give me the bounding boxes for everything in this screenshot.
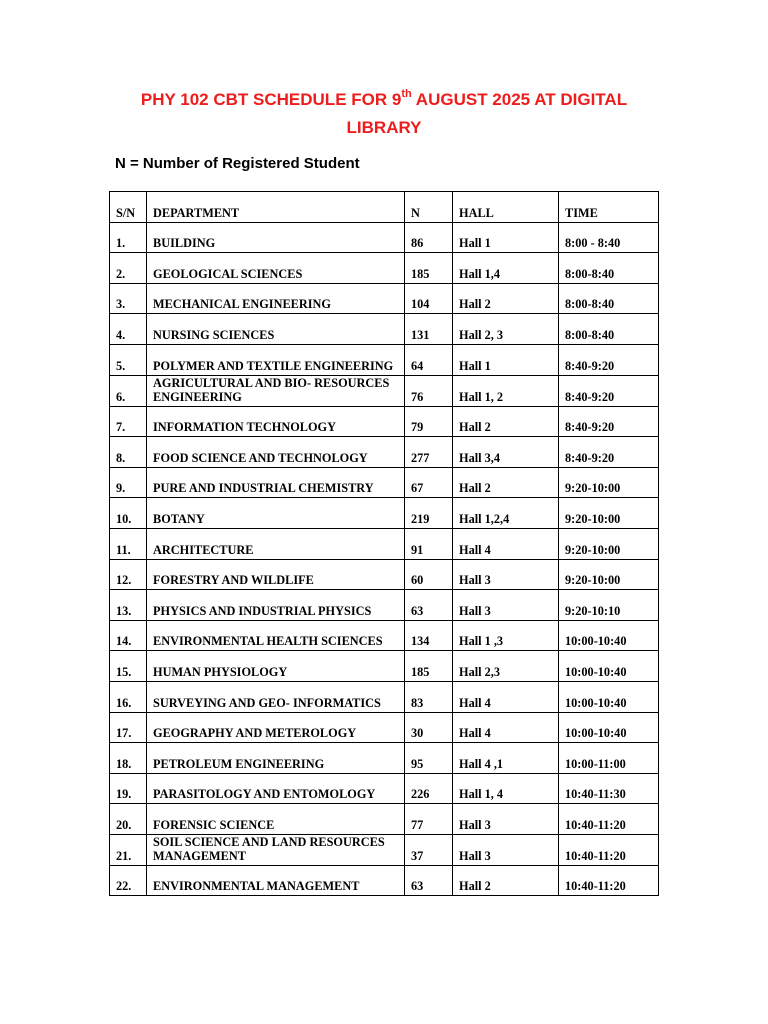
cell-n: 104 (405, 283, 453, 314)
header-department: DEPARTMENT (147, 192, 405, 223)
cell-n: 67 (405, 467, 453, 498)
cell-sn: 2. (110, 253, 147, 284)
table-row (110, 437, 659, 468)
cell-hall: Hall 1, 2 (453, 375, 559, 406)
cell-time: 10:00-11:00 (559, 743, 659, 774)
cell-hall: Hall 2, 3 (453, 314, 559, 345)
table-row (110, 834, 659, 865)
table-row (110, 283, 659, 314)
cell-hall: Hall 3,4 (453, 437, 559, 468)
title-text-start: PHY 102 CBT SCHEDULE FOR 9 (140, 90, 402, 109)
cell-hall: Hall 3 (453, 804, 559, 835)
cell-hall: Hall 2,3 (453, 651, 559, 682)
cell-department: ENVIRONMENTAL HEALTH SCIENCES (147, 620, 405, 651)
cell-sn: 5. (110, 344, 147, 375)
cell-sn: 12. (110, 559, 147, 590)
cell-department: ENVIRONMENTAL MANAGEMENT (147, 865, 405, 896)
cell-hall: Hall 3 (453, 834, 559, 865)
cell-hall: Hall 3 (453, 590, 559, 621)
cell-sn: 3. (110, 283, 147, 314)
cell-n: 277 (405, 437, 453, 468)
legend-note: N = Number of Registered Student (115, 155, 360, 172)
cell-department: PARASITOLOGY AND ENTOMOLOGY (147, 773, 405, 804)
title-line-2: LIBRARY (346, 118, 422, 137)
cell-sn: 8. (110, 437, 147, 468)
cell-n: 60 (405, 559, 453, 590)
cell-time: 8:00-8:40 (559, 253, 659, 284)
cell-department: PHYSICS AND INDUSTRIAL PHYSICS (147, 590, 405, 621)
cell-n: 219 (405, 498, 453, 529)
cell-sn: 1. (110, 222, 147, 253)
cell-department: SOIL SCIENCE AND LAND RESOURCES MANAGEMENT (147, 834, 405, 865)
cell-time: 9:20-10:10 (559, 590, 659, 621)
cell-time: 9:20-10:00 (559, 528, 659, 559)
cell-hall: Hall 1 ,3 (453, 620, 559, 651)
cell-hall: Hall 2 (453, 865, 559, 896)
cell-hall: Hall 1, 4 (453, 773, 559, 804)
cell-hall: Hall 1,2,4 (453, 498, 559, 529)
cell-sn: 21. (110, 834, 147, 865)
cell-time: 8:00-8:40 (559, 314, 659, 345)
cell-n: 37 (405, 834, 453, 865)
title-line-1 (0, 86, 768, 114)
table-row (110, 253, 659, 284)
cell-time: 10:00-10:40 (559, 651, 659, 682)
table-row (110, 528, 659, 559)
header-time: TIME (559, 192, 659, 223)
cell-department: GEOLOGICAL SCIENCES (147, 253, 405, 284)
cell-sn: 14. (110, 620, 147, 651)
cell-n: 95 (405, 743, 453, 774)
cell-time: 9:20-10:00 (559, 467, 659, 498)
cell-time: 10:40-11:20 (559, 834, 659, 865)
table-row (110, 344, 659, 375)
cell-time: 8:40-9:20 (559, 437, 659, 468)
cell-time: 8:40-9:20 (559, 344, 659, 375)
cell-department: AGRICULTURAL AND BIO- RESOURCES ENGINEERING (147, 375, 405, 406)
cell-time: 10:00-10:40 (559, 620, 659, 651)
cell-n: 185 (405, 253, 453, 284)
cell-department: BOTANY (147, 498, 405, 529)
table-row (110, 865, 659, 896)
cell-time: 8:00 - 8:40 (559, 222, 659, 253)
cell-time: 10:40-11:20 (559, 804, 659, 835)
cell-department: BUILDING (147, 222, 405, 253)
cell-sn: 15. (110, 651, 147, 682)
title-text-end: AUGUST 2025 AT DIGITAL (411, 90, 628, 109)
cell-department: SURVEYING AND GEO- INFORMATICS (147, 681, 405, 712)
table-row (110, 375, 659, 406)
title-superscript: th (401, 88, 412, 101)
table-row (110, 590, 659, 621)
cell-n: 185 (405, 651, 453, 682)
cell-hall: Hall 2 (453, 467, 559, 498)
table-row (110, 559, 659, 590)
cell-n: 76 (405, 375, 453, 406)
table-row (110, 651, 659, 682)
table-row (110, 467, 659, 498)
table-row (110, 498, 659, 529)
cell-sn: 11. (110, 528, 147, 559)
cell-time: 10:40-11:30 (559, 773, 659, 804)
cell-department: MECHANICAL ENGINEERING (147, 283, 405, 314)
cell-sn: 17. (110, 712, 147, 743)
cell-time: 8:00-8:40 (559, 283, 659, 314)
cell-hall: Hall 1 (453, 222, 559, 253)
cell-department: FORENSIC SCIENCE (147, 804, 405, 835)
cell-n: 131 (405, 314, 453, 345)
table-row (110, 773, 659, 804)
cell-n: 134 (405, 620, 453, 651)
cell-time: 9:20-10:00 (559, 559, 659, 590)
table-row (110, 406, 659, 437)
cell-n: 83 (405, 681, 453, 712)
cell-n: 91 (405, 528, 453, 559)
cell-n: 86 (405, 222, 453, 253)
cell-hall: Hall 2 (453, 406, 559, 437)
cell-hall: Hall 4 (453, 528, 559, 559)
table-row (110, 804, 659, 835)
cell-hall: Hall 2 (453, 283, 559, 314)
document-title (0, 86, 768, 142)
table-row (110, 314, 659, 345)
cell-sn: 13. (110, 590, 147, 621)
cell-hall: Hall 3 (453, 559, 559, 590)
cell-hall: Hall 4 ,1 (453, 743, 559, 774)
cell-time: 8:40-9:20 (559, 375, 659, 406)
cell-sn: 9. (110, 467, 147, 498)
cell-n: 64 (405, 344, 453, 375)
cell-department: GEOGRAPHY AND METEROLOGY (147, 712, 405, 743)
cell-sn: 20. (110, 804, 147, 835)
cell-sn: 7. (110, 406, 147, 437)
cell-hall: Hall 4 (453, 712, 559, 743)
table-row (110, 712, 659, 743)
header-sn: S/N (110, 192, 147, 223)
cell-n: 79 (405, 406, 453, 437)
cell-time: 8:40-9:20 (559, 406, 659, 437)
cell-department: FOOD SCIENCE AND TECHNOLOGY (147, 437, 405, 468)
schedule-table-body (110, 192, 659, 896)
cell-sn: 6. (110, 375, 147, 406)
table-row (110, 222, 659, 253)
schedule-table (109, 191, 659, 896)
cell-hall: Hall 4 (453, 681, 559, 712)
cell-n: 63 (405, 590, 453, 621)
cell-department: HUMAN PHYSIOLOGY (147, 651, 405, 682)
cell-department: POLYMER AND TEXTILE ENGINEERING (147, 344, 405, 375)
cell-hall: Hall 1 (453, 344, 559, 375)
cell-n: 77 (405, 804, 453, 835)
cell-department: INFORMATION TECHNOLOGY (147, 406, 405, 437)
cell-sn: 19. (110, 773, 147, 804)
cell-department: PURE AND INDUSTRIAL CHEMISTRY (147, 467, 405, 498)
cell-hall: Hall 1,4 (453, 253, 559, 284)
cell-time: 9:20-10:00 (559, 498, 659, 529)
cell-department: PETROLEUM ENGINEERING (147, 743, 405, 774)
header-hall: HALL (453, 192, 559, 223)
table-row (110, 681, 659, 712)
table-row (110, 743, 659, 774)
cell-department: ARCHITECTURE (147, 528, 405, 559)
cell-sn: 16. (110, 681, 147, 712)
cell-sn: 18. (110, 743, 147, 774)
header-n: N (405, 192, 453, 223)
cell-sn: 4. (110, 314, 147, 345)
cell-n: 63 (405, 865, 453, 896)
cell-n: 226 (405, 773, 453, 804)
cell-department: NURSING SCIENCES (147, 314, 405, 345)
table-header-row (110, 192, 659, 223)
cell-time: 10:00-10:40 (559, 681, 659, 712)
cell-time: 10:40-11:20 (559, 865, 659, 896)
cell-department: FORESTRY AND WILDLIFE (147, 559, 405, 590)
cell-sn: 22. (110, 865, 147, 896)
cell-sn: 10. (110, 498, 147, 529)
cell-time: 10:00-10:40 (559, 712, 659, 743)
cell-n: 30 (405, 712, 453, 743)
table-row (110, 620, 659, 651)
